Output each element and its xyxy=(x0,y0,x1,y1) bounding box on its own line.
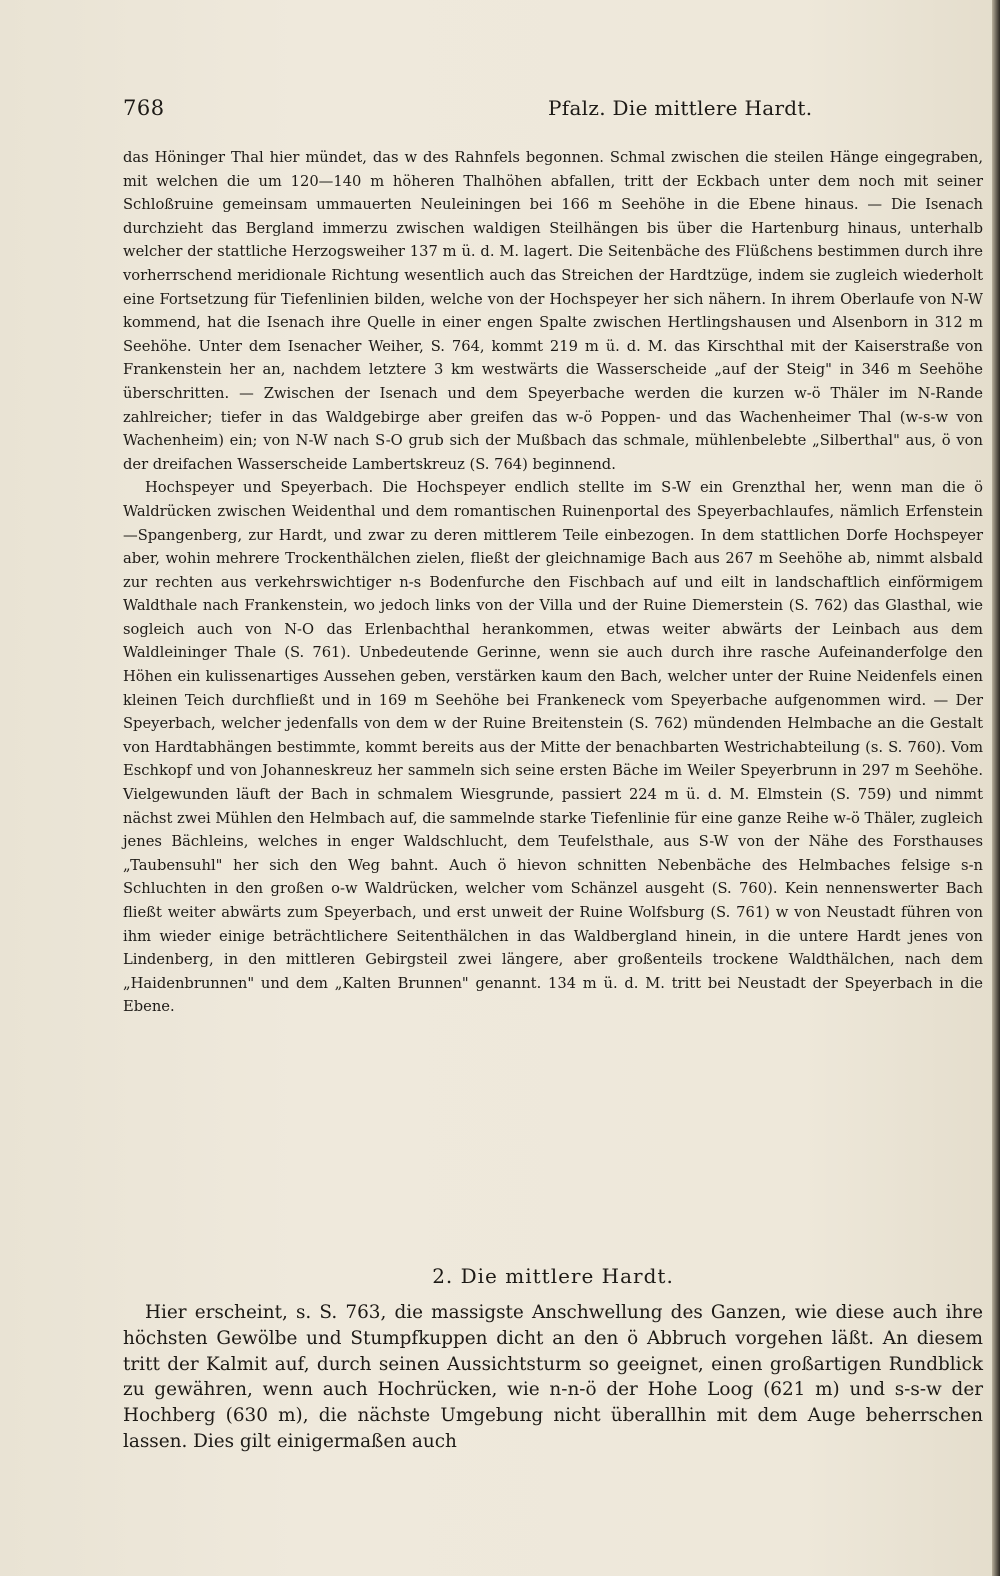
page-edge xyxy=(992,0,1000,1576)
paragraph: Hochspeyer und Speyerbach. Die Hochspeyer endlich stellte im S-W ein Grenzthal her, wenn man die ö Waldrücken zwischen Weidenthal und dem romantischen Ruinenportal des Speyerbachlaufes, nämlich Erfenstein—Spangenberg, zur Hardt, und zwar zu deren mittlerem Teile einbezogen. In dem stattlichen Dorfe Hochspeyer aber, wohin mehrere Trockenthälchen zielen, fließt der gleichnamige Bach aus 267 m Seehöhe ab, nimmt alsbald zur rechten aus verkehrswichtiger n-s Bodenfurche den Fischbach auf und eilt in landschaftlich einförmigem Waldthale nach Frankenstein, wo jedoch links von der Villa und der Ruine Diemerstein (S. 762) das Glasthal, wie sogleich auch von N-O das Erlenbachthal herankommen, etwas weiter abwärts der Leinbach aus dem Waldleininger Thale (S. 761). Unbedeutende Gerinne, wenn sie auch durch ihre rasche Aufeinanderfolge den Höhen ein kulissenartiges Aussehen geben, verstärken kaum den Bach, welcher unter der Ruine Neidenfels einen kleinen Teich durchfließt und in 169 m Seehöhe bei Frankeneck vom Speyerbache aufgenommen wird. — Der Speyerbach, welcher jedenfalls von dem w der Ruine Breitenstein (S. 762) mündenden Helmbache an die Gestalt von Hardtabhängen bestimmte, kommt bereits aus der Mitte der benachbarten Westrichabteilung (s. S. 760). Vom Eschkopf und von Johanneskreuz her sammeln sich seine ersten Bäche im Weiler Speyerbrunn in 297 m Seehöhe. Vielgewunden läuft der Bach in schmalem Wiesgrunde, passiert 224 m ü. d. M. Elmstein (S. 759) und nimmt nächst zwei Mühlen den Helmbach auf, die sammelnde starke Tiefenlinie für eine ganze Reihe w-ö Thäler, zugleich jenes Bächleins, welches in enger Waldschlucht, dem Teufelsthale, aus S-W von der Nähe des Forsthauses „Taubensuhl" her sich den Weg bahnt. Auch ö hievon schnitten Nebenbäche des Helmbaches felsige s-n Schluchten in den großen o-w Waldrücken, welcher vom Schänzel ausgeht (S. 760). Kein nennenswerter Bach fließt weiter abwärts zum Speyerbach, und erst unweit der Ruine Wolfsburg (S. 761) w von Neustadt führen von ihm wieder einige beträchtlichere Seitenthälchen in das Waldbergland hinein, in die untere Hardt jenes von Lindenberg, in den mittleren Gebirgsteil zwei längere, aber großenteils trockene Waldthälchen, nach dem „Haidenbrunnen" und dem „Kalten Brunnen" genannt. 134 m ü. d. M. tritt bei Neustadt der Speyerbach in die Ebene. xyxy=(123,479,983,1016)
page-header xyxy=(123,96,983,126)
paragraph: Hier erscheint, s. S. 763, die massigste Anschwellung des Ganzen, wie diese auch ihre höchsten Gewölbe und Stumpfkuppen dicht an den ö Abbruch vorgehen läßt. An diesem tritt der Kalmit auf, durch seinen Aussichtsturm so geeignet, einen großartigen Rundblick zu gewähren, wenn auch Hochrücken, wie n-n-ö der Hohe Loog (621 m) und s-s-w der Hochberg (630 m), die nächste Umgebung nicht überallhin mit dem Auge beherrschen lassen. Dies gilt einigermaßen auch xyxy=(123,1302,983,1452)
section-body xyxy=(123,1300,983,1455)
section-heading: 2. Die mittlere Hardt. xyxy=(432,1264,674,1288)
paragraph: das Höninger Thal hier mündet, das w des Rahnfels begonnen. Schmal zwischen die steilen Hänge eingegraben, mit welchen die um 120—140 m höheren Thalhöhen abfallen, tritt der Eckbach unter dem noch mit seiner Schloßruine gemeinsam ummauerten Neuleiningen bei 166 m Seehöhe in die Ebene hinaus. — Die Isenach durchzieht das Bergland immerzu zwischen waldigen Steilhängen bis über die Hartenburg hinaus, unterhalb welcher der stattliche Herzogsweiher 137 m ü. d. M. lagert. Die Seitenbäche des Flüßchens bestimmen durch ihre vorherrschend meridionale Richtung wesentlich auch das Streichen der Hardtzüge, indem sie zugleich wiederholt eine Fortsetzung für Tiefenlinien bilden, welche von der Hochspeyer her sich nähern. In ihrem Oberlaufe von N-W kommend, hat die Isenach ihre Quelle in einer engen Spalte zwischen Hertlingshausen und Alsenborn in 312 m Seehöhe. Unter dem Isenacher Weiher, S. 764, kommt 219 m ü. d. M. das Kirschthal mit der Kaiserstraße von Frankenstein her an, nachdem letztere 3 km westwärts die Wasserscheide „auf der Steig" in 346 m Seehöhe überschritten. — Zwischen der Isenach und dem Speyerbache werden die kurzen w-ö Thäler im N-Rande zahlreicher; tiefer in das Waldgebirge aber greifen das w-ö Poppen- und das Wachenheimer Thal (w-s-w von Wachenheim) ein; von N-W nach S-O grub sich der Mußbach das schmale, mühlenbelebte „Silberthal" aus, ö von der dreifachen Wasserscheide Lambertskreuz (S. 764) beginnend. xyxy=(123,149,983,473)
page-number: 768 xyxy=(123,96,165,120)
body-text xyxy=(123,146,983,1019)
running-title: Pfalz. Die mittlere Hardt. xyxy=(548,96,813,120)
